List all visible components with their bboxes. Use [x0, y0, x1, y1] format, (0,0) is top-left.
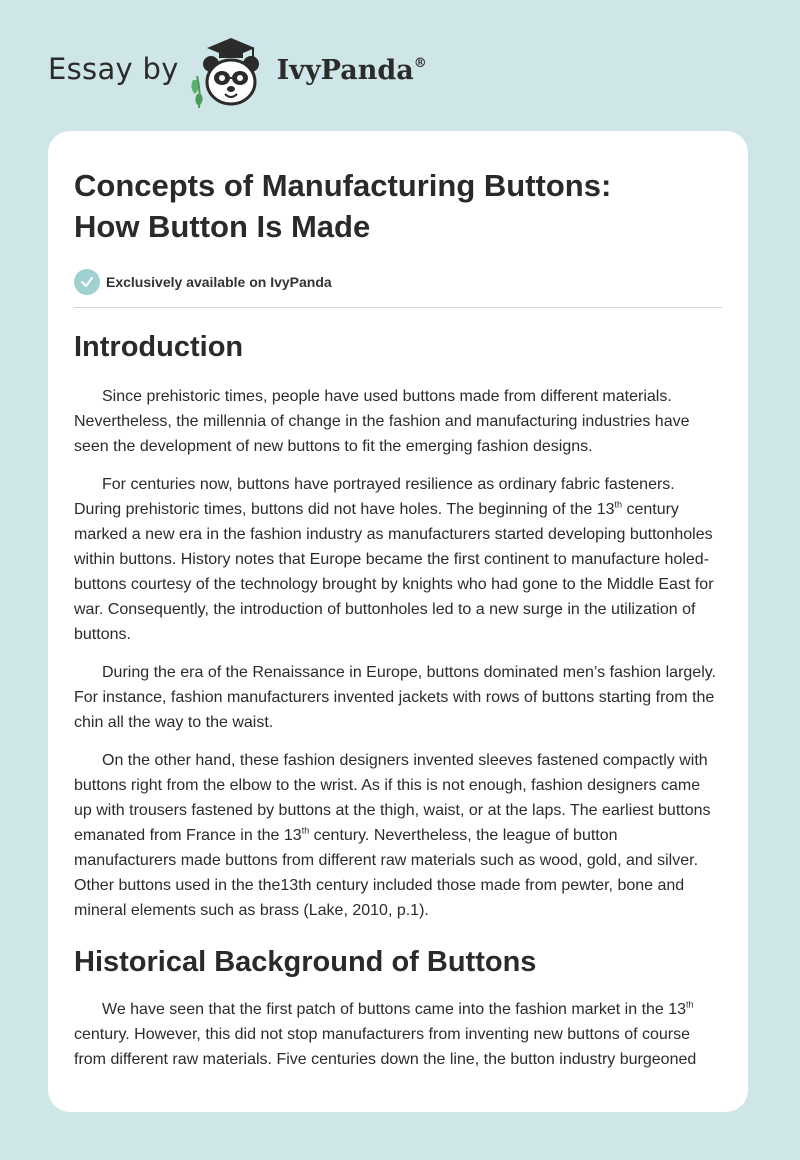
page-title	[74, 165, 722, 247]
title-line-1: Concepts of Manufacturing Buttons:	[74, 168, 612, 203]
check-circle-icon	[74, 269, 100, 295]
brand-name: IvyPanda®	[276, 54, 427, 86]
paragraph: For centuries now, buttons have portrayed resilience as ordinary fabric fasteners. During prehistoric times, buttons did not have holes. The beginning of the 13th century marked a new era in the fashion industry as manufacturers started developing buttonholes within buttons. History notes that Europe became the first continent to manufacture holed-buttons courtesy of the technology brought by knights who had gone to the Middle East for war. Consequently, the introduction of buttonholes led to a new surge in the utilization of buttons.	[74, 476, 714, 643]
site-header	[48, 36, 427, 110]
section-heading-introduction: Introduction	[74, 331, 244, 363]
paragraph: Since prehistoric times, people have used buttons made from different materials. Nevertheless, the millennia of change in the fashion and manufacturing industries have seen the development of new buttons to fit the emerging fashion designs.	[74, 388, 690, 455]
panda-graduate-icon	[187, 36, 273, 110]
paragraph: We have seen that the first patch of buttons came into the fashion market in the 13th century. However, this did not stop manufacturers from inventing new buttons of course from different raw materials. Five centuries down the line, the button industry burgeoned	[74, 999, 697, 1068]
paragraph: On the other hand, these fashion designers invented sleeves fastened compactly with buttons right from the elbow to the wrist. As if this is not enough, fashion designers came up with trousers fastened by buttons at the thigh, waist, or at the laps. The earliest buttons emanated from France in the 13th century. Nevertheless, the league of button manufacturers made buttons from different raw materials such as wood, gold, and silver. Other buttons used in the the13th century included those made from pewter, bone and mineral elements such as brass (Lake, 2010, p.1).	[74, 752, 711, 919]
title-line-2: How Button Is Made	[74, 209, 371, 244]
essay-card	[48, 131, 748, 1112]
paragraph: During the era of the Renaissance in Europe, buttons dominated men’s fashion largely. For instance, fashion manufacturers invented jackets with rows of buttons starting from the chin all the way to the waist.	[74, 664, 716, 731]
section-heading-historical-background: Historical Background of Buttons	[74, 946, 537, 978]
exclusive-badge	[74, 269, 722, 295]
divider	[74, 307, 722, 308]
exclusive-label: Exclusively available on IvyPanda	[106, 274, 332, 290]
essay-by-label: Essay by	[48, 52, 179, 86]
